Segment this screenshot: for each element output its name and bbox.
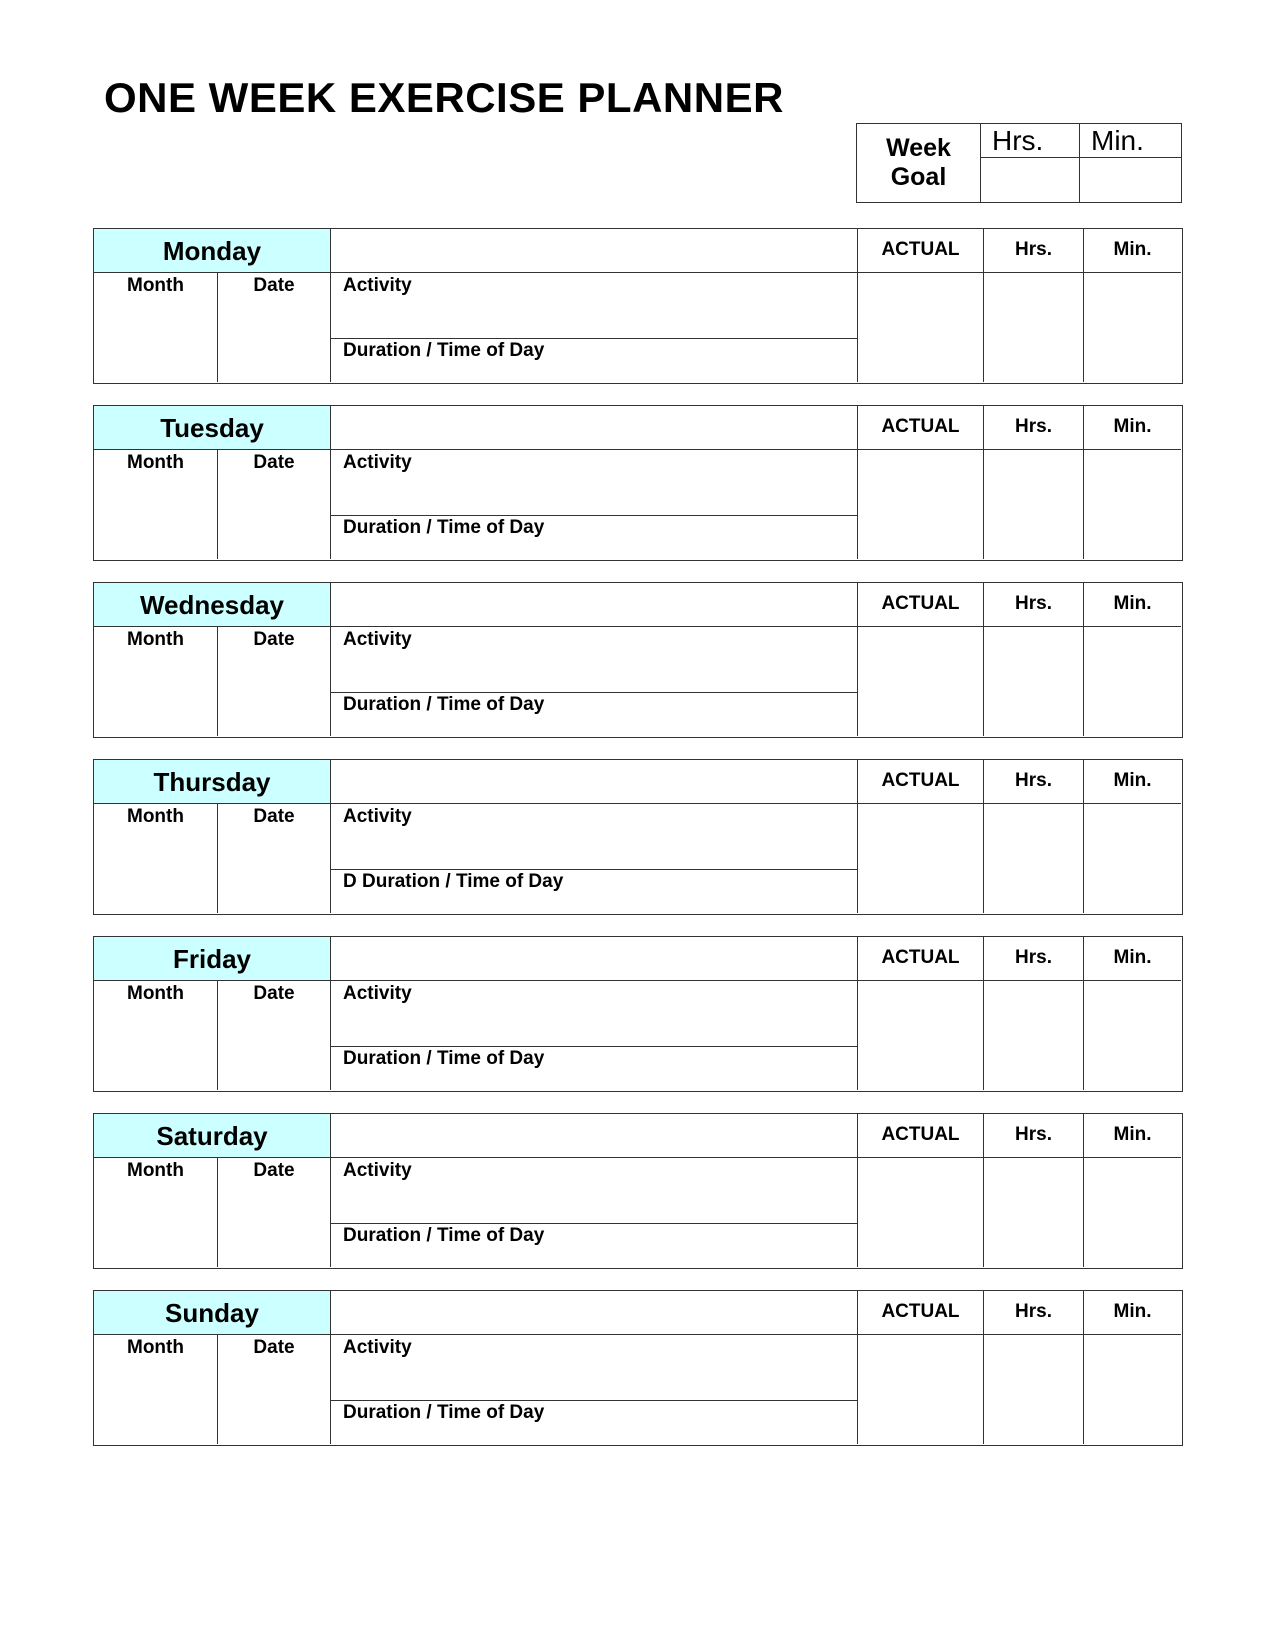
week-goal-box — [856, 123, 1182, 203]
month-field[interactable] — [94, 450, 218, 559]
day-name: Sunday — [94, 1291, 331, 1335]
duration-label: Duration / Time of Day — [343, 1225, 545, 1246]
min-field[interactable] — [1084, 450, 1181, 559]
actual-field[interactable] — [858, 627, 984, 736]
month-label: Month — [127, 806, 184, 827]
day-block-wednesday — [93, 582, 1183, 738]
day-header-blank — [331, 229, 858, 273]
date-field[interactable] — [218, 273, 331, 382]
week-goal-label — [857, 124, 981, 202]
actual-header: ACTUAL — [858, 760, 984, 804]
date-field[interactable] — [218, 1158, 331, 1267]
week-goal-hrs-field[interactable] — [981, 158, 1079, 202]
hrs-field[interactable] — [984, 450, 1084, 559]
month-label: Month — [127, 275, 184, 296]
activity-label: Activity — [343, 452, 412, 473]
hrs-field[interactable] — [984, 1335, 1084, 1444]
activity-label: Activity — [343, 983, 412, 1004]
duration-field[interactable] — [331, 516, 858, 559]
duration-field[interactable] — [331, 339, 858, 382]
date-label: Date — [253, 806, 295, 827]
duration-field[interactable] — [331, 870, 858, 913]
date-field[interactable] — [218, 804, 331, 913]
month-field[interactable] — [94, 1335, 218, 1444]
hrs-header: Hrs. — [984, 937, 1084, 981]
min-field[interactable] — [1084, 273, 1181, 382]
day-name: Wednesday — [94, 583, 331, 627]
min-field[interactable] — [1084, 804, 1181, 913]
hrs-field[interactable] — [984, 1158, 1084, 1267]
week-goal-min-column — [1080, 124, 1181, 202]
actual-field[interactable] — [858, 804, 984, 913]
day-block-saturday — [93, 1113, 1183, 1269]
day-block-thursday — [93, 759, 1183, 915]
day-header-blank — [331, 760, 858, 804]
duration-field[interactable] — [331, 693, 858, 736]
month-label: Month — [127, 629, 184, 650]
duration-label: Duration / Time of Day — [343, 1048, 545, 1069]
day-header-blank — [331, 937, 858, 981]
min-field[interactable] — [1084, 1158, 1181, 1267]
min-header: Min. — [1084, 937, 1181, 981]
date-label: Date — [253, 275, 295, 296]
min-header: Min. — [1084, 583, 1181, 627]
hrs-header: Hrs. — [984, 406, 1084, 450]
duration-field[interactable] — [331, 1401, 858, 1444]
duration-field[interactable] — [331, 1224, 858, 1267]
date-label: Date — [253, 452, 295, 473]
day-name: Monday — [94, 229, 331, 273]
month-label: Month — [127, 1337, 184, 1358]
activity-label: Activity — [343, 629, 412, 650]
month-label: Month — [127, 452, 184, 473]
actual-header: ACTUAL — [858, 583, 984, 627]
min-field[interactable] — [1084, 1335, 1181, 1444]
month-field[interactable] — [94, 981, 218, 1090]
month-field[interactable] — [94, 627, 218, 736]
duration-label: D Duration / Time of Day — [343, 871, 564, 892]
min-field[interactable] — [1084, 981, 1181, 1090]
actual-field[interactable] — [858, 273, 984, 382]
day-header-blank — [331, 1114, 858, 1158]
day-header-blank — [331, 406, 858, 450]
month-field[interactable] — [94, 804, 218, 913]
month-field[interactable] — [94, 273, 218, 382]
duration-label: Duration / Time of Day — [343, 694, 545, 715]
duration-label: Duration / Time of Day — [343, 517, 545, 538]
actual-header: ACTUAL — [858, 1291, 984, 1335]
hrs-header: Hrs. — [984, 229, 1084, 273]
hrs-field[interactable] — [984, 273, 1084, 382]
actual-field[interactable] — [858, 981, 984, 1090]
hrs-header: Hrs. — [984, 1291, 1084, 1335]
week-goal-hrs-header: Hrs. — [981, 124, 1079, 158]
date-label: Date — [253, 1337, 295, 1358]
week-goal-label-line2: Goal — [890, 163, 947, 191]
activity-field[interactable] — [331, 1158, 858, 1224]
day-header-blank — [331, 1291, 858, 1335]
date-field[interactable] — [218, 1335, 331, 1444]
actual-field[interactable] — [858, 1158, 984, 1267]
week-goal-label-line1: Week — [886, 134, 951, 162]
date-field[interactable] — [218, 981, 331, 1090]
min-header: Min. — [1084, 229, 1181, 273]
week-goal-min-header: Min. — [1080, 124, 1181, 158]
hrs-header: Hrs. — [984, 1114, 1084, 1158]
actual-header: ACTUAL — [858, 229, 984, 273]
date-label: Date — [253, 983, 295, 1004]
date-label: Date — [253, 629, 295, 650]
duration-label: Duration / Time of Day — [343, 340, 545, 361]
min-header: Min. — [1084, 1114, 1181, 1158]
activity-label: Activity — [343, 275, 412, 296]
min-header: Min. — [1084, 760, 1181, 804]
activity-label: Activity — [343, 806, 412, 827]
month-field[interactable] — [94, 1158, 218, 1267]
min-header: Min. — [1084, 1291, 1181, 1335]
duration-label: Duration / Time of Day — [343, 1402, 545, 1423]
day-header-blank — [331, 583, 858, 627]
hrs-field[interactable] — [984, 804, 1084, 913]
day-block-sunday — [93, 1290, 1183, 1446]
actual-header: ACTUAL — [858, 406, 984, 450]
page-title: ONE WEEK EXERCISE PLANNER — [104, 74, 784, 121]
day-block-monday — [93, 228, 1183, 384]
hrs-header: Hrs. — [984, 760, 1084, 804]
date-field[interactable] — [218, 627, 331, 736]
activity-field[interactable] — [331, 273, 858, 339]
day-block-friday — [93, 936, 1183, 1092]
hrs-field[interactable] — [984, 627, 1084, 736]
day-name: Tuesday — [94, 406, 331, 450]
duration-field[interactable] — [331, 1047, 858, 1090]
min-field[interactable] — [1084, 627, 1181, 736]
activity-label: Activity — [343, 1337, 412, 1358]
hrs-field[interactable] — [984, 981, 1084, 1090]
date-field[interactable] — [218, 450, 331, 559]
week-goal-min-field[interactable] — [1080, 158, 1181, 202]
activity-field[interactable] — [331, 981, 858, 1047]
month-label: Month — [127, 1160, 184, 1181]
month-label: Month — [127, 983, 184, 1004]
week-goal-hrs-column — [981, 124, 1080, 202]
date-label: Date — [253, 1160, 295, 1181]
activity-field[interactable] — [331, 627, 858, 693]
day-name: Thursday — [94, 760, 331, 804]
actual-header: ACTUAL — [858, 937, 984, 981]
min-header: Min. — [1084, 406, 1181, 450]
day-block-tuesday — [93, 405, 1183, 561]
day-name: Saturday — [94, 1114, 331, 1158]
day-name: Friday — [94, 937, 331, 981]
actual-field[interactable] — [858, 1335, 984, 1444]
activity-field[interactable] — [331, 1335, 858, 1401]
hrs-header: Hrs. — [984, 583, 1084, 627]
activity-field[interactable] — [331, 450, 858, 516]
actual-field[interactable] — [858, 450, 984, 559]
actual-header: ACTUAL — [858, 1114, 984, 1158]
activity-field[interactable] — [331, 804, 858, 870]
activity-label: Activity — [343, 1160, 412, 1181]
